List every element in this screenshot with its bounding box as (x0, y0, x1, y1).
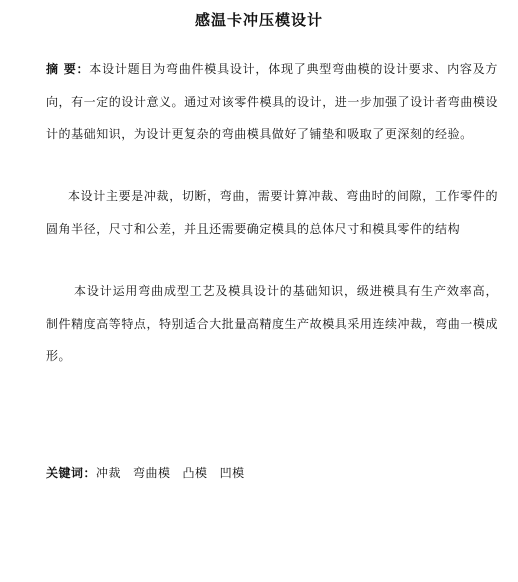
body-paragraph-2: 本设计主要是冲裁，切断，弯曲，需要计算冲裁、弯曲时的间隙，工作零件的圆角半径，尺寸和公差，并且还需要确定模具的总体尺寸和模具零件的结构 (46, 189, 498, 236)
document-title: 感温卡冲压模设计 (194, 11, 323, 29)
keywords-label: 关键词： (46, 466, 97, 480)
keyword: 冲裁 (96, 466, 122, 480)
abstract-label: 摘 要： (46, 62, 90, 76)
keyword: 凸模 (182, 466, 208, 480)
keywords-line (46, 463, 257, 483)
abstract-paragraph (46, 53, 498, 151)
keyword: 弯曲模 (133, 466, 171, 480)
abstract-text: 本设计题目为弯曲件模具设计，体现了典型弯曲模的设计要求、内容及方向，有一定的设计意义。通过对该零件模具的设计，进一步加强了设计者弯曲模设计的基础知识，为设计更复杂的弯曲模具做好了铺垫和吸取了更深刻的经验。 (46, 62, 498, 141)
body-paragraph-3: 本设计运用弯曲成型工艺及模具设计的基础知识，级进模具有生产效率高，制件精度高等特点，特别适合大批量高精度生产故模具采用连续冲裁，弯曲一模成形。 (46, 284, 498, 363)
keyword: 凹模 (219, 466, 245, 480)
